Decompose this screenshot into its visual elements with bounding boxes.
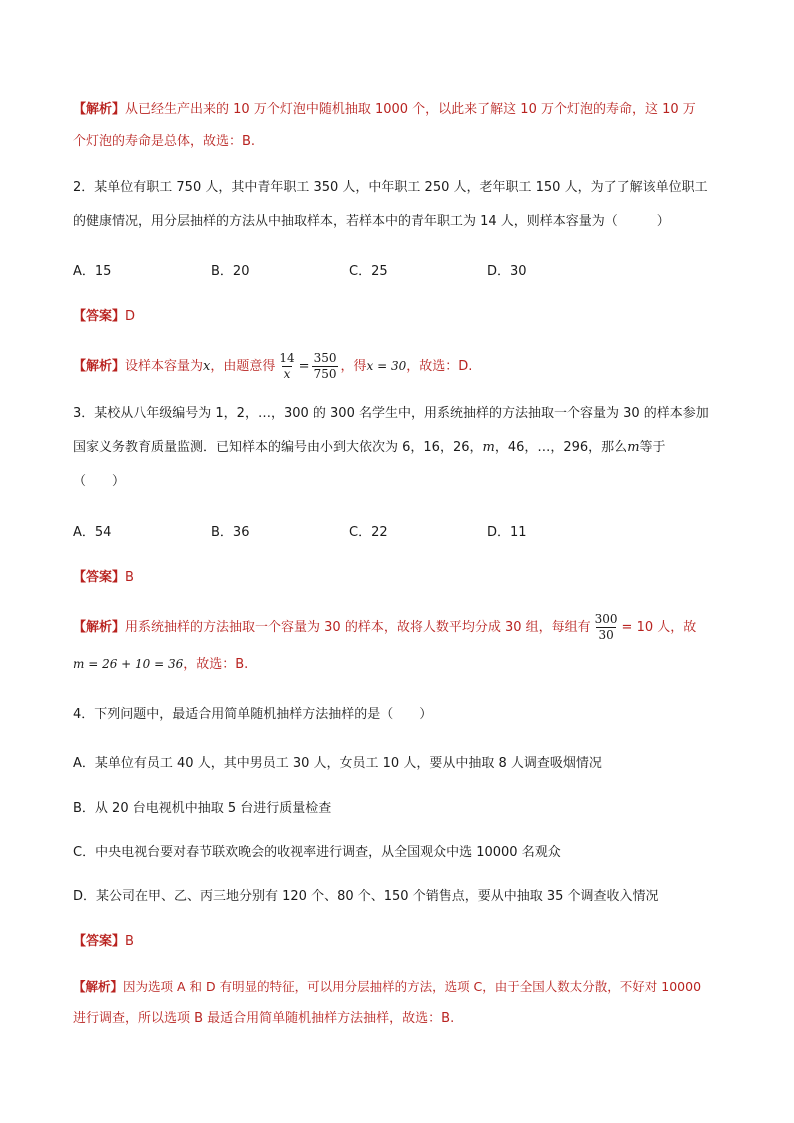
q3-option-b: B．36: [211, 525, 250, 540]
q2-option-d: D．30: [487, 264, 527, 279]
q2-analysis-text-d: ，故选：D.: [406, 359, 473, 374]
q4-analysis-text1: 因为选项 A 和 D 有明显的特征，可以用分层抽样的方法，选项 C，由于全国人数太分散，不好对 10000: [123, 979, 702, 994]
q2-result: x = 30: [366, 359, 407, 373]
q3-stem-line2: [73, 438, 666, 458]
q3-analysis-text-b: = 10 人，故: [621, 620, 697, 635]
q4-answer-label: 【答案】: [73, 934, 126, 949]
q3-frac-den: 30: [598, 628, 614, 642]
document-page: [73, 0, 728, 1123]
q2-frac2-num: 350: [313, 351, 337, 365]
q3-frac-num: 300: [594, 612, 618, 626]
q2-fraction-14-over-x: [277, 351, 296, 382]
q2-answer: [73, 307, 135, 327]
q3-answer: [73, 568, 134, 588]
q3-result: m = 26 + 10 = 36: [73, 657, 184, 671]
q2-frac1-num: 14: [279, 351, 295, 365]
q3-option-a: A．54: [73, 525, 112, 540]
q2-answer-value: D: [125, 309, 136, 324]
q2-frac1-den: x: [283, 367, 291, 381]
q4-analysis-line1: [73, 977, 701, 997]
q1-analysis-text1: 从已经生产出来的 10 万个灯泡中随机抽取 1000 个，以此来了解这 10 万个灯泡的寿命，这 10 万: [125, 102, 696, 117]
q3-answer-value: B: [125, 570, 134, 585]
q4-answer-value: B: [125, 934, 134, 949]
q2-analysis-text-a: 设样本容量为: [125, 359, 204, 374]
q3-option-d: D．11: [487, 525, 527, 540]
q2-option-b: B．20: [211, 264, 250, 279]
q3-answer-label: 【答案】: [73, 570, 126, 585]
q2-analysis-text-b: ，由题意得: [210, 359, 276, 374]
q3-stem-text-c: 等于: [639, 440, 666, 455]
q3-analysis-line1: [73, 610, 696, 646]
q2-option-a: A．15: [73, 264, 112, 279]
q2-equals: =: [298, 359, 310, 374]
q3-stem-line1: 3．某校从八年级编号为 1，2，…，300 的 300 名学生中，用系统抽样的方法抽取一个容量为 30 的样本参加: [73, 406, 709, 421]
q4-option-a: A．某单位有员工 40 人，其中男员工 30 人，女员工 10 人，要从中抽取 8 人调查吸烟情况: [73, 756, 602, 771]
q2-analysis: [73, 348, 472, 385]
q2-stem-line1: 2．某单位有职工 750 人，其中青年职工 350 人，中年职工 250 人，老年职工 150 人，为了了解该单位职工: [73, 180, 708, 195]
q1-analysis-line2: 个灯泡的寿命是总体，故选：B.: [73, 134, 256, 149]
q1-analysis-line1: [73, 100, 696, 120]
q4-analysis-label: 【解析】: [73, 979, 124, 994]
q4-stem: 4．下列问题中，最适合用简单随机抽样方法抽样的是（ ）: [73, 707, 433, 722]
q3-var-m-2: m: [627, 440, 640, 455]
q2-var-x: x: [203, 359, 211, 374]
q3-var-m: m: [482, 440, 495, 455]
q3-analysis-line2: [73, 654, 248, 675]
q4-option-d: D．某公司在甲、乙、丙三地分别有 120 个、80 个、150 个销售点，要从中抽取 35 个调查收入情况: [73, 889, 659, 904]
q3-stem-line3: （ ）: [73, 474, 126, 489]
q2-fraction-350-over-750: [312, 351, 339, 382]
q4-analysis-line2: 进行调查，所以选项 B 最适合用简单随机抽样方法抽样，故选：B.: [73, 1011, 455, 1026]
q2-frac2-den: 750: [313, 367, 337, 381]
q4-option-b: B．从 20 台电视机中抽取 5 台进行质量检查: [73, 801, 332, 816]
q2-stem-line2: 的健康情况，用分层抽样的方法从中抽取样本，若样本中的青年职工为 14 人，则样本容量为（ ）: [73, 214, 670, 229]
q2-analysis-label: 【解析】: [73, 359, 126, 374]
q1-analysis-label: 【解析】: [73, 102, 126, 117]
q3-option-c: C．22: [349, 525, 388, 540]
q2-option-c: C．25: [349, 264, 388, 279]
q3-fraction-300-over-30: [593, 612, 620, 643]
q2-analysis-text-c: ，得: [340, 359, 367, 374]
q4-option-c: C．中央电视台要对春节联欢晚会的收视率进行调查，从全国观众中选 10000 名观众: [73, 845, 561, 860]
q3-analysis-label: 【解析】: [73, 620, 126, 635]
q3-stem-text-b: ，46，…，296，那么: [494, 440, 628, 455]
q4-answer: [73, 932, 134, 952]
q3-analysis-text-a: 用系统抽样的方法抽取一个容量为 30 的样本，故将人数平均分成 30 组，每组有: [125, 620, 591, 635]
q3-analysis-text-c: ，故选：B.: [183, 657, 249, 672]
q2-answer-label: 【答案】: [73, 309, 126, 324]
q3-stem-text-a: 国家义务教育质量监测．已知样本的编号由小到大依次为 6，16，26，: [73, 440, 483, 455]
